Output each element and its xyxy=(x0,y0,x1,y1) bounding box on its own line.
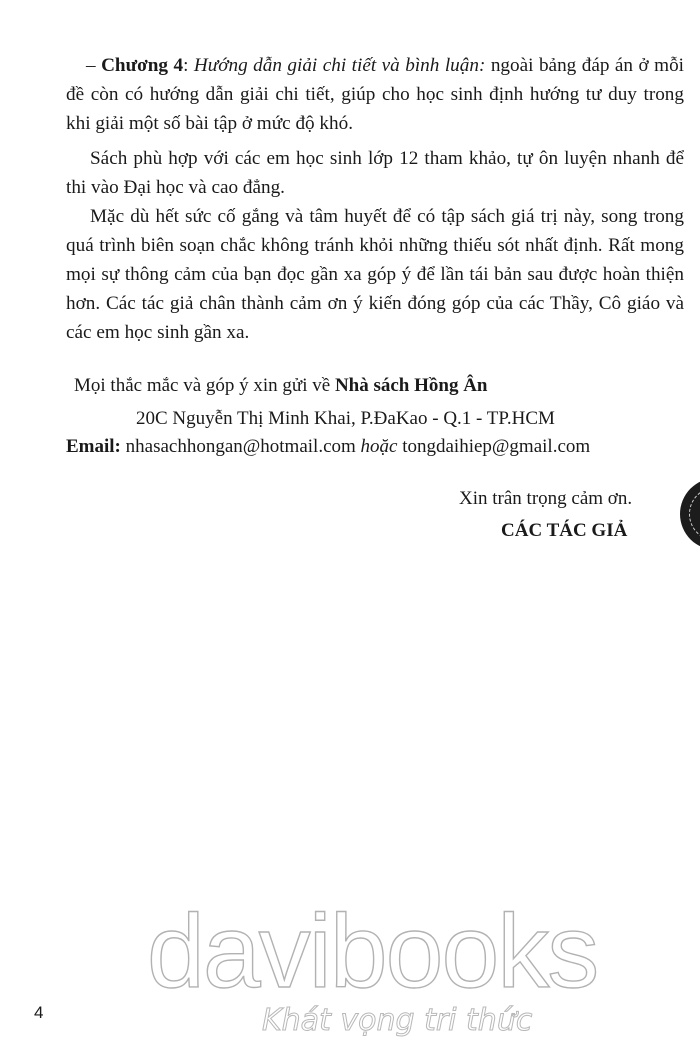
publisher-name: Nhà sách Hồng Ân xyxy=(334,375,488,396)
chapter-colon: : xyxy=(183,55,194,76)
chapter-4-label: Chương 4 xyxy=(101,55,184,76)
email-or: hoặc xyxy=(360,436,398,457)
chapter-dash: – xyxy=(86,55,102,76)
acknowledgement-paragraph: Mặc dù hết sức cố gắng và tâm huyết để có tập sách giá trị này, song trong quá trình biên soạn chắc không tránh khỏi những thiếu sót nhất định. Rất mong mọi sự thông cảm của bạn đọc gần xa góp ý để lần tái bản sau được hoàn thiện hơn. Các tác giả chân thành cảm ơn ý kiến đóng góp của các Thầy, Cô giáo và các em học sinh gần xa. xyxy=(66,206,684,343)
watermark-brand: davibooks xyxy=(147,894,598,1010)
page-number: 4 xyxy=(34,1003,44,1022)
chapter-4-text: ngoài bảng đáp án ở mỗi đề còn có hướng dẫn giải chi tiết, giúp cho học sinh định hướng tư duy trong khi giải một số bài tập ở mức độ khó. xyxy=(66,55,684,134)
watermark-tagline: Khát vọng tri thức xyxy=(262,1003,533,1038)
email-gmail: tongdaihiep@gmail.com xyxy=(397,436,591,457)
publisher-address: 20C Nguyễn Thị Minh Khai, P.ĐaKao - Q.1 - TP.HCM xyxy=(136,408,555,429)
authors-signature: CÁC TÁC GIẢ xyxy=(501,520,628,541)
email-label: Email: xyxy=(66,436,121,457)
chapter-4-title: Hướng dẫn giải chi tiết và bình luận: xyxy=(193,55,486,76)
audience-paragraph: Sách phù hợp với các em học sinh lớp 12 tham khảo, tự ôn luyện nhanh để thi vào Đại học và cao đẳng. xyxy=(66,148,684,198)
closing-thanks: Xin trân trọng cảm ơn. xyxy=(459,488,633,509)
contact-intro: Mọi thắc mắc và góp ý xin gửi về xyxy=(74,375,335,396)
email-hotmail: nhasachhongan@hotmail.com xyxy=(120,436,361,457)
